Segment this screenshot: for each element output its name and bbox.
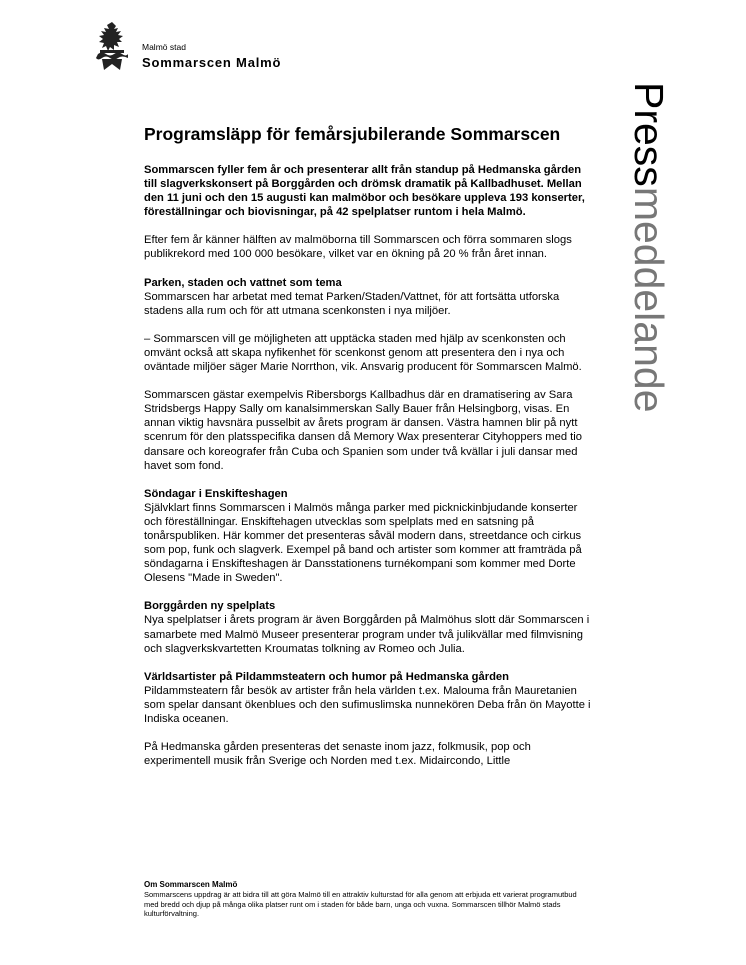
footer-heading: Om Sommarscen Malmö <box>144 880 238 889</box>
section-paragraph: Självklart finns Sommarscen i Malmös många parker med picknickinbjudande konserter och föreställningar. Enskiftehagen utvecklas som spelplats med en satsning på tonårspubliken. Här kommer det presenteras såväl modern dans, streetdance och cirkus som pop, funk och slagverk. Exempel på band och artister som kommer att framträda på söndagarna i Enskifteshagen är Dansstationens turnékompani som kommer med Dorte Olesens "Made in Sweden". <box>144 501 582 585</box>
side-label-press: Press <box>626 82 672 187</box>
section-varldsartister <box>144 670 592 769</box>
section-heading: Parken, staden och vattnet som tema <box>144 276 342 289</box>
section-heading: Borggården ny spelplats <box>144 600 276 613</box>
article-lead: Sommarscen fyller fem år och presenterar allt från standup på Hedmanska gården till slagverkskonsert på Borggården och drömsk dramatik på Kallbadhuset. Mellan den 11 juni och den 15 augusti kan malmöbor och besökare uppleva 193 konserter, föreställningar och biovisningar, på 42 spelplatser runtom i hela Malmö. <box>144 164 585 219</box>
malmo-griffin-crest-icon <box>92 20 132 72</box>
article-intro: Efter fem år känner hälften av malmöborna till Sommarscen och förra sommaren slogs publikrekord med 100 000 besökare, vilket var en ökning på 20 % från året innan. <box>144 234 572 261</box>
section-borggarden <box>144 599 592 655</box>
org-small-name: Malmö stad <box>142 42 186 52</box>
section-paragraph: På Hedmanska gården presenteras det senaste inom jazz, folkmusik, pop och experimentell musik från Sverige och Norden med t.ex. Midaircondo, Little <box>144 741 531 768</box>
section-sondagar <box>144 487 592 586</box>
section-heading: Världsartister på Pildammsteatern och humor på Hedmanska gården <box>144 670 509 683</box>
section-paragraph: Pildammsteatern får besök av artister från hela världen t.ex. Malouma från Mauretanien som spelar dansant ökenblues och den sufimuslimska nunnekören Deba från ön Mayotte i Indiska oceanen. <box>144 684 591 725</box>
section-parken <box>144 276 592 473</box>
footer-text: Sommarscens uppdrag är att bidra till att göra Malmö till en attraktiv kulturstad för alla genom att erbjuda ett varierat programutbud med bredd och djup på många olika platser runt om i staden för både barn, unga och vuxna. Sommarscen tillhör Malmö stads kulturförvaltning. <box>144 890 577 919</box>
org-title: Sommarscen Malmö <box>142 55 282 70</box>
section-paragraph: Sommarscen gästar exempelvis Ribersborgs Kallbadhus där en dramatisering av Sara Stridsbergs Happy Sally om kanalsimmerskan Sally Bauer från Helsingborg, visas. En annan viktig havsnära pusselbit av årets program är dansen. Västra hamnen blir på nytt scenrum för den platsspecifika dansen då Memory Wax presenterar Cityhoppers med tio dansare och koreografer från Cuba och Spanien som under två kvällar i juli dansar med havet som fond. <box>144 389 582 472</box>
section-paragraph: Nya spelplatser i årets program är även Borggården på Malmöhus slott där Sommarscen i samarbete med Malmö Museer presenterar program under två julikvällar med filmvisning och slagverkskvartetten Kroumatas tolkning av Romeo och Julia. <box>144 614 590 655</box>
side-label <box>624 82 674 502</box>
footer-about <box>144 880 584 919</box>
section-paragraph: – Sommarscen vill ge möjligheten att upptäcka staden med hjälp av scenkonsten och omvänt också att skapa nyfikenhet för scenkonst genom att presentera den i nya och oväntade miljöer säger Marie Norrthon, vik. Ansvarig producent för Sommarscen Malmö. <box>144 332 582 374</box>
section-heading: Söndagar i Enskifteshagen <box>144 487 288 500</box>
article-title: Programsläpp för femårsjubilerande Sommarscen <box>144 124 561 144</box>
section-paragraph: Sommarscen har arbetat med temat Parken/Staden/Vattnet, för att fortsätta utforska stadens alla rum och för att utmana scenkonsten i nya miljöer. <box>144 290 560 317</box>
side-label-meddelande: meddelande <box>626 186 672 413</box>
article <box>144 124 592 782</box>
